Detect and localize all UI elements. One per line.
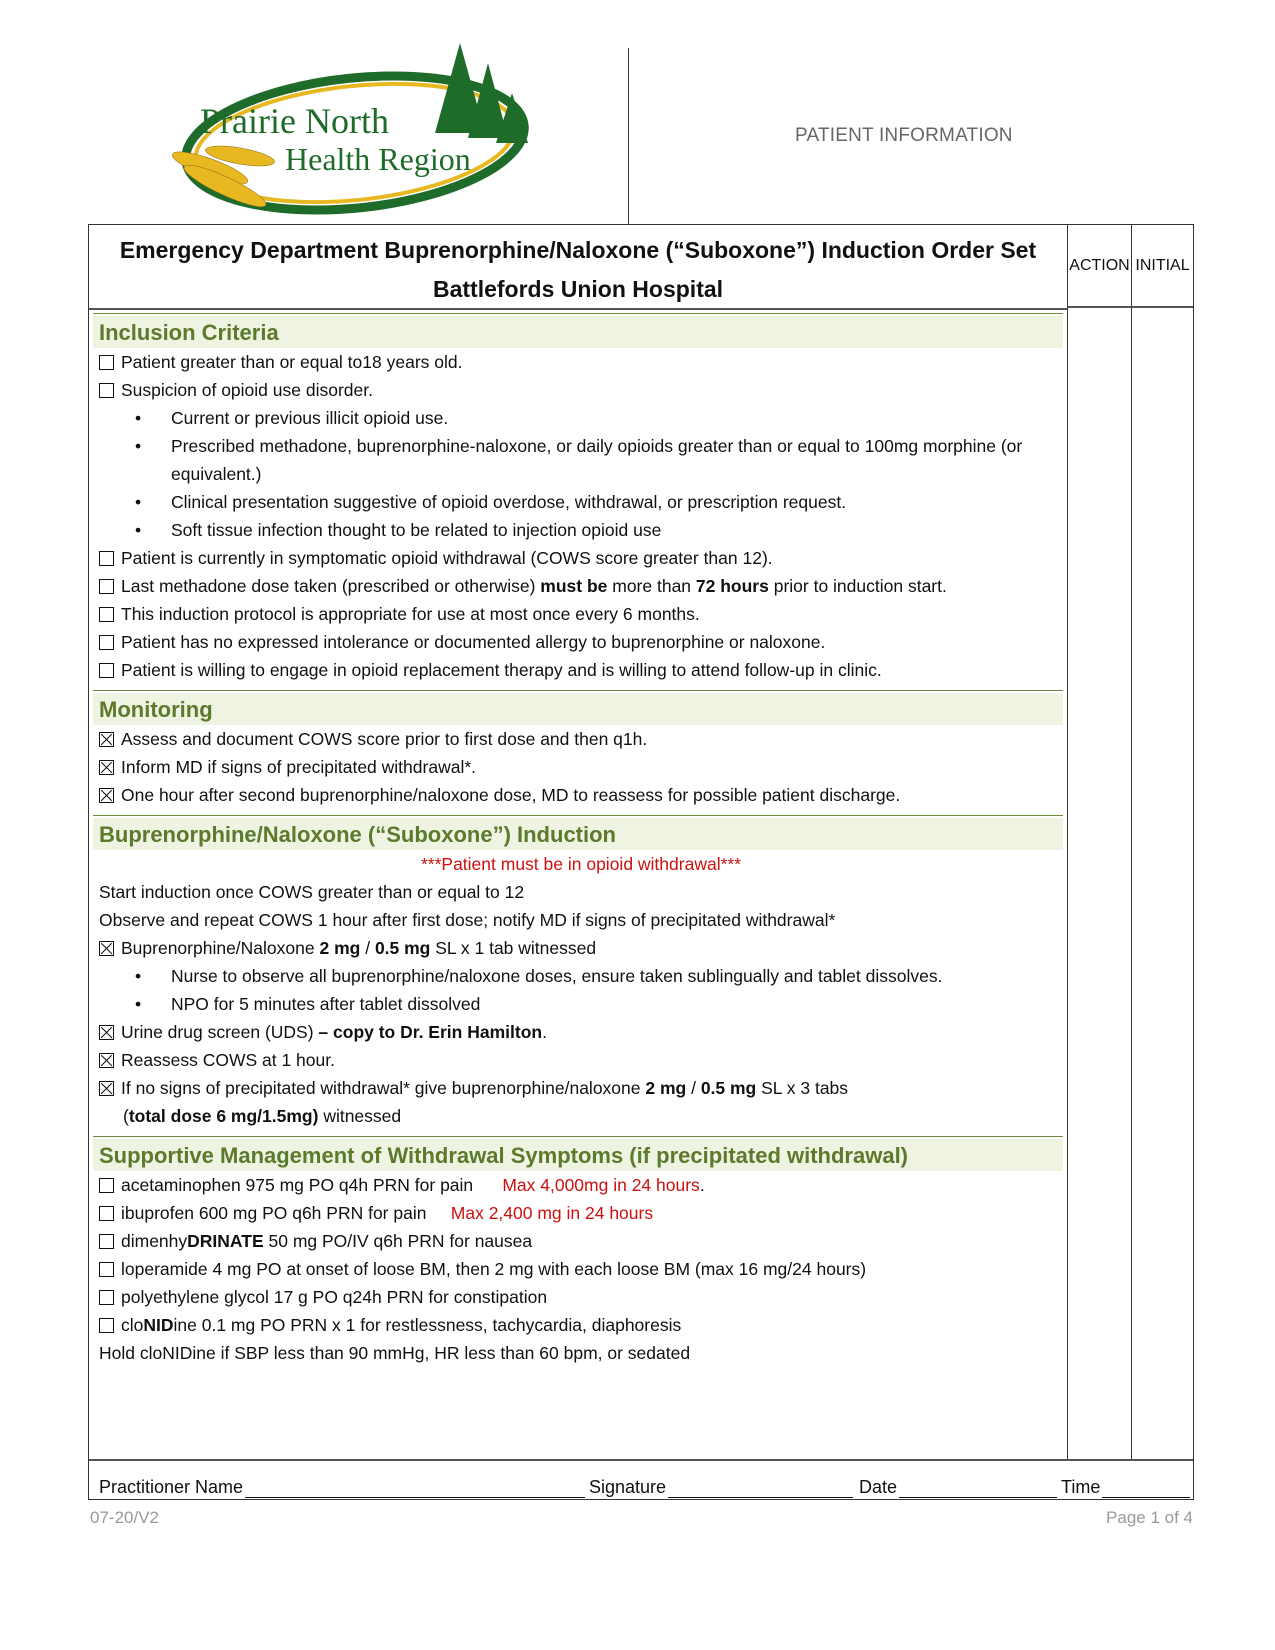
checkbox-checked[interactable] — [99, 732, 114, 747]
checkbox[interactable] — [99, 607, 114, 622]
checkbox[interactable] — [99, 1290, 114, 1305]
practitioner-name-field[interactable] — [245, 1477, 585, 1498]
signature-row — [89, 1459, 1193, 1501]
practitioner-name-label: Practitioner Name — [99, 1477, 244, 1497]
time-label: Time — [1061, 1477, 1101, 1497]
text: ine 0.1 mg PO PRN x 1 for restlessness, tachycardia, diaphoresis — [173, 1315, 682, 1335]
text: Reassess COWS at 1 hour. — [121, 1050, 335, 1070]
text: ( — [123, 1106, 129, 1126]
text: Urine drug screen (UDS) — [121, 1022, 319, 1042]
initial-column — [1131, 308, 1132, 1459]
text: Last methadone dose taken (prescribed or otherwise) — [121, 576, 541, 596]
time-field[interactable] — [1102, 1477, 1190, 1498]
text: loperamide 4 mg PO at onset of loose BM, then 2 mg with each loose BM (max 16 mg/24 hours) — [121, 1259, 867, 1279]
section-title: Supportive Management of Withdrawal Symptoms (if precipitated withdrawal) — [93, 1139, 1063, 1171]
warning-text: Max 2,400 mg in 24 hours — [450, 1203, 654, 1223]
bold-text: 0.5 mg — [374, 938, 431, 958]
bold-text: must be — [540, 576, 608, 596]
date-label: Date — [859, 1477, 898, 1497]
text: Start induction once COWS greater than or equal to 12 — [99, 882, 525, 902]
text: Patient has no expressed intolerance or documented allergy to buprenorphine or naloxone. — [121, 632, 826, 652]
text: / — [686, 1078, 701, 1098]
form-body — [93, 313, 1063, 1373]
bullet-item — [93, 990, 1063, 1018]
order-item — [93, 1227, 1063, 1255]
checkbox[interactable] — [99, 1178, 114, 1193]
order-item — [93, 572, 1063, 600]
text: SL x 1 tab witnessed — [430, 938, 597, 958]
order-item — [93, 934, 1063, 962]
text: Clinical presentation suggestive of opioid overdose, withdrawal, or prescription request. — [171, 492, 847, 512]
order-item — [93, 656, 1063, 684]
checkbox[interactable] — [99, 383, 114, 398]
bold-text: 2 mg — [645, 1078, 687, 1098]
action-column-header: ACTION — [1067, 225, 1131, 308]
section — [93, 1136, 1063, 1367]
checkbox-checked[interactable] — [99, 941, 114, 956]
text: Inform MD if signs of precipitated withdrawal*. — [121, 757, 476, 777]
instruction-text — [93, 906, 1063, 934]
order-item — [93, 1074, 1063, 1102]
text: SL x 3 tabs — [756, 1078, 849, 1098]
page-number: Page 1 of 4 — [1106, 1508, 1193, 1527]
bullet-item — [93, 516, 1063, 544]
bold-text: DRINATE — [187, 1231, 264, 1251]
order-item — [93, 544, 1063, 572]
warning-text: Max 4,000mg in 24 hours — [502, 1175, 700, 1195]
signature-label: Signature — [589, 1477, 667, 1497]
warning-text: ***Patient must be in opioid withdrawal*** — [420, 854, 742, 874]
section — [93, 690, 1063, 809]
order-item — [93, 725, 1063, 753]
text: 50 mg PO/IV q6h PRN for nausea — [263, 1231, 533, 1251]
bold-text: 2 mg — [319, 938, 361, 958]
bullet-item — [93, 432, 1063, 488]
text: / — [360, 938, 375, 958]
order-item — [93, 376, 1063, 404]
section-title: Inclusion Criteria — [93, 316, 1063, 348]
instruction-text — [93, 1339, 1063, 1367]
svg-text:Prairie North: Prairie North — [200, 101, 389, 141]
checkbox[interactable] — [99, 579, 114, 594]
checkbox-checked[interactable] — [99, 788, 114, 803]
order-item — [93, 1255, 1063, 1283]
order-item — [93, 1018, 1063, 1046]
text: Patient greater than or equal to18 years old. — [121, 352, 463, 372]
checkbox[interactable] — [99, 663, 114, 678]
checkbox[interactable] — [99, 355, 114, 370]
checkbox[interactable] — [99, 635, 114, 650]
instruction-text — [93, 878, 1063, 906]
text: Observe and repeat COWS 1 hour after first dose; notify MD if signs of precipitated withdrawal* — [99, 910, 836, 930]
text: One hour after second buprenorphine/naloxone dose, MD to reassess for possible patient discharge. — [121, 785, 901, 805]
order-item — [93, 753, 1063, 781]
bold-text: total dose 6 mg/1.5mg) — [128, 1106, 319, 1126]
checkbox[interactable] — [99, 1234, 114, 1249]
text: This induction protocol is appropriate for use at most once every 6 months. — [121, 604, 700, 624]
text: Hold cloNIDine if SBP less than 90 mmHg, HR less than 60 bpm, or sedated — [99, 1343, 691, 1363]
order-item — [93, 1311, 1063, 1339]
bullet-item — [93, 962, 1063, 990]
bold-text: – copy to Dr. Erin Hamilton — [318, 1022, 543, 1042]
checkbox[interactable] — [99, 551, 114, 566]
text: . — [699, 1175, 705, 1195]
text: Buprenorphine/Naloxone — [121, 938, 320, 958]
text: Prescribed methadone, buprenorphine-naloxone, or daily opioids greater than or equal to 100mg morphine (or equivalent.) — [171, 436, 1028, 484]
text: ibuprofen 600 mg PO q6h PRN for pain — [121, 1203, 451, 1223]
text: witnessed — [318, 1106, 402, 1126]
bullet-item — [93, 404, 1063, 432]
form-subtitle: Battlefords Union Hospital — [432, 276, 724, 302]
text: acetaminophen 975 mg PO q4h PRN for pain — [121, 1175, 503, 1195]
checkbox[interactable] — [99, 1318, 114, 1333]
order-item — [93, 348, 1063, 376]
text: clo — [121, 1315, 144, 1335]
bold-text: NID — [143, 1315, 174, 1335]
section-title: Buprenorphine/Naloxone (“Suboxone”) Induction — [93, 818, 1063, 850]
date-field[interactable] — [899, 1477, 1057, 1498]
order-item — [93, 1046, 1063, 1074]
instruction-text — [93, 1102, 1063, 1130]
text: dimenhy — [121, 1231, 188, 1251]
checkbox-checked[interactable] — [99, 760, 114, 775]
checkbox[interactable] — [99, 1262, 114, 1277]
form-header — [89, 225, 1067, 310]
patient-information-label: PATIENT INFORMATION — [795, 125, 1013, 146]
section-title: Monitoring — [93, 693, 1063, 725]
order-item — [93, 628, 1063, 656]
text: Nurse to observe all buprenorphine/naloxone doses, ensure taken sublingually and tablet dissolves. — [171, 966, 943, 986]
prairie-north-logo — [170, 38, 550, 218]
order-item — [93, 1199, 1063, 1227]
checkbox-checked[interactable] — [99, 1053, 114, 1068]
text: Suspicion of opioid use disorder. — [121, 380, 373, 400]
order-item — [93, 1283, 1063, 1311]
text: NPO for 5 minutes after tablet dissolved — [171, 994, 481, 1014]
section — [93, 313, 1063, 684]
order-item — [93, 1171, 1063, 1199]
text: polyethylene glycol 17 g PO q24h PRN for constipation — [121, 1287, 548, 1307]
order-item — [93, 781, 1063, 809]
text: Assess and document COWS score prior to first dose and then q1h. — [121, 729, 648, 749]
header-divider — [628, 48, 629, 224]
instruction-text — [93, 850, 1063, 878]
version-label: 07-20/V2 — [90, 1508, 159, 1527]
text: Soft tissue infection thought to be related to injection opioid use — [171, 520, 662, 540]
svg-text:Health Region: Health Region — [285, 141, 471, 177]
bullet-item — [93, 488, 1063, 516]
text: Patient is currently in symptomatic opioid withdrawal (COWS score greater than 12). — [121, 548, 773, 568]
form-title: Emergency Department Buprenorphine/Naloxone (“Suboxone”) Induction Order Set — [119, 237, 1037, 263]
checkbox-checked[interactable] — [99, 1081, 114, 1096]
initial-column-header: INITIAL — [1131, 225, 1193, 308]
signature-field[interactable] — [668, 1477, 853, 1498]
bold-text: 0.5 mg — [700, 1078, 757, 1098]
text: . — [542, 1022, 547, 1042]
action-column — [1067, 308, 1068, 1459]
section — [93, 815, 1063, 1130]
text: prior to induction start. — [768, 576, 947, 596]
text: Current or previous illicit opioid use. — [171, 408, 449, 428]
text: more than — [607, 576, 696, 596]
bold-text: 72 hours — [695, 576, 769, 596]
checkbox[interactable] — [99, 1206, 114, 1221]
order-set-form — [88, 224, 1194, 1500]
order-item — [93, 600, 1063, 628]
text: Patient is willing to engage in opioid replacement therapy and is willing to attend follow-up in clinic. — [121, 660, 882, 680]
checkbox-checked[interactable] — [99, 1025, 114, 1040]
text: If no signs of precipitated withdrawal* give buprenorphine/naloxone — [121, 1078, 646, 1098]
